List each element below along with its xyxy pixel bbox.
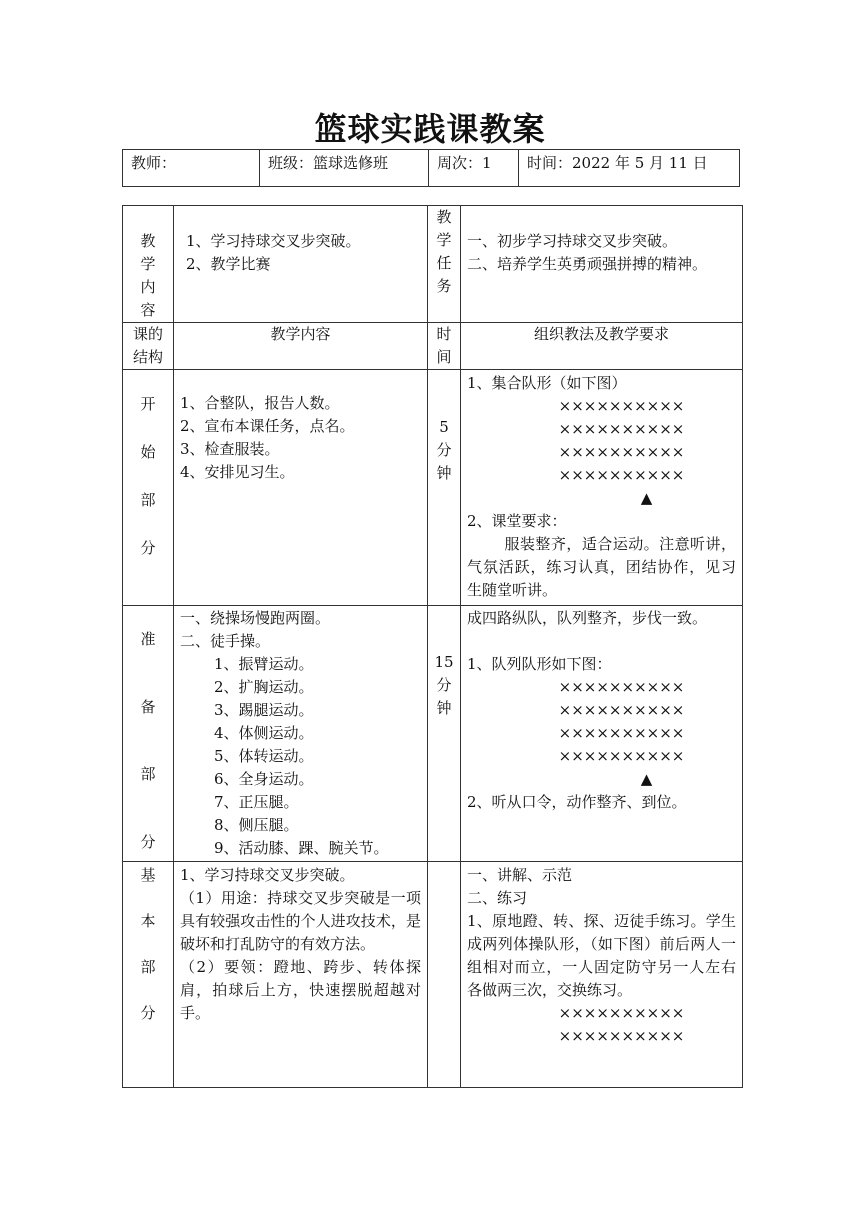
basic-section-row — [123, 862, 743, 1088]
list-item: 3、踢腿运动。 — [214, 701, 314, 719]
content-paragraph: （1）用途：持球交叉步突破是一项具有较强攻击性的个人进攻技术，是破坏和打乱防守的有效方法。 — [180, 889, 421, 953]
formation-row: ×××××××××× — [558, 1027, 685, 1045]
method-line: 成四路纵队，队列整齐，步伐一致。 — [467, 609, 708, 627]
list-item: 4、安排见习生。 — [180, 463, 295, 481]
task-item: 一、初步学习持球交叉步突破。 — [467, 232, 678, 250]
formation-row: ×××××××××× — [558, 466, 685, 484]
list-item: 一、绕操场慢跑两圈。 — [180, 609, 331, 627]
basic-method — [461, 862, 743, 1088]
start-label: 开 始 部 分 — [123, 370, 174, 606]
prep-method — [461, 606, 743, 862]
formation-row: ×××××××××× — [558, 678, 685, 696]
header-time: 时 间 — [428, 323, 461, 370]
content-items — [174, 206, 428, 323]
list-item: 二、徒手操。 — [180, 632, 271, 650]
formation-row: ×××××××××× — [558, 747, 685, 765]
task-label: 教 学 任 务 — [428, 206, 461, 323]
formation-row: ×××××××××× — [558, 1004, 685, 1022]
start-content — [174, 370, 428, 606]
method-line: 二、练习 — [467, 889, 528, 907]
formation-row: ×××××××××× — [558, 724, 685, 742]
lesson-plan-table — [122, 205, 743, 1088]
list-item: 2、扩胸运动。 — [214, 678, 314, 696]
method-line: 一、讲解、示范 — [467, 866, 573, 884]
method-title: 1、队列队形如下图： — [467, 655, 612, 673]
basic-label: 基 本 部 分 — [123, 862, 174, 1088]
formation-row: ×××××××××× — [558, 420, 685, 438]
content-row — [123, 206, 743, 323]
header-method: 组织教法及教学要求 — [461, 323, 743, 370]
content-item: 2、教学比赛 — [186, 255, 271, 273]
week-cell: 周次：1 — [429, 150, 519, 187]
content-label: 教 学 内 容 — [123, 206, 174, 323]
list-item: 8、侧压腿。 — [214, 816, 299, 834]
start-section-row — [123, 370, 743, 606]
info-table — [122, 149, 740, 187]
task-items — [461, 206, 743, 323]
page-title: 篮球实践课教案 — [314, 110, 546, 148]
method-paragraph: 1、原地蹬、转、探、迈徒手练习。学生成两列体操队形，（如下图）前后两人一组相对而立，一人固定防守另一人左右各做两三次，交换练习。 — [467, 912, 736, 999]
prep-section-row — [123, 606, 743, 862]
method-line: 2、听从口令，动作整齐、到位。 — [467, 793, 687, 811]
list-item: 6、全身运动。 — [214, 770, 314, 788]
start-time: 5 分 钟 — [428, 370, 461, 606]
prep-content — [174, 606, 428, 862]
formation-row: ×××××××××× — [558, 443, 685, 461]
task-item: 二、培养学生英勇顽强拼搏的精神。 — [467, 255, 708, 273]
prep-label: 准 备 部 分 — [123, 606, 174, 862]
teacher-cell: 教师： — [123, 150, 260, 187]
content-title: 1、学习持球交叉步突破。 — [180, 866, 355, 884]
content-paragraph: （2）要领：蹬地、跨步、转体探肩，拍球后上方，快速摆脱超越对手。 — [180, 958, 421, 1022]
basic-content — [174, 862, 428, 1088]
list-item: 1、合整队，报告人数。 — [180, 394, 340, 412]
basic-time — [428, 862, 461, 1088]
formation-row: ×××××××××× — [558, 397, 685, 415]
class-cell: 班级：篮球选修班 — [260, 150, 429, 187]
content-item: 1、学习持球交叉步突破。 — [186, 232, 361, 250]
list-item: 2、宣布本课任务，点名。 — [180, 417, 355, 435]
header-structure: 课的 结构 — [123, 323, 174, 370]
list-item: 3、检查服装。 — [180, 440, 280, 458]
list-item: 7、正压腿。 — [214, 793, 299, 811]
list-item: 1、振臂运动。 — [214, 655, 314, 673]
method-title: 1、集合队形（如下图） — [467, 374, 627, 392]
requirement-text: 服装整齐，适合运动。注意听讲，气氛活跃，练习认真，团结协作，见习生随堂听讲。 — [467, 535, 736, 599]
teacher-marker-icon: ▲ — [640, 489, 653, 507]
list-item: 5、体转运动。 — [214, 747, 314, 765]
header-row — [123, 323, 743, 370]
formation-row: ×××××××××× — [558, 701, 685, 719]
requirement-title: 2、课堂要求： — [467, 512, 567, 530]
list-item: 4、体侧运动。 — [214, 724, 314, 742]
list-item: 9、活动膝、踝、腕关节。 — [214, 839, 389, 857]
teacher-marker-icon: ▲ — [640, 770, 653, 788]
date-cell: 时间：2022 年 5 月 11 日 — [519, 150, 740, 187]
start-method — [461, 370, 743, 606]
prep-time: 15 分 钟 — [428, 606, 461, 862]
header-content: 教学内容 — [174, 323, 428, 370]
